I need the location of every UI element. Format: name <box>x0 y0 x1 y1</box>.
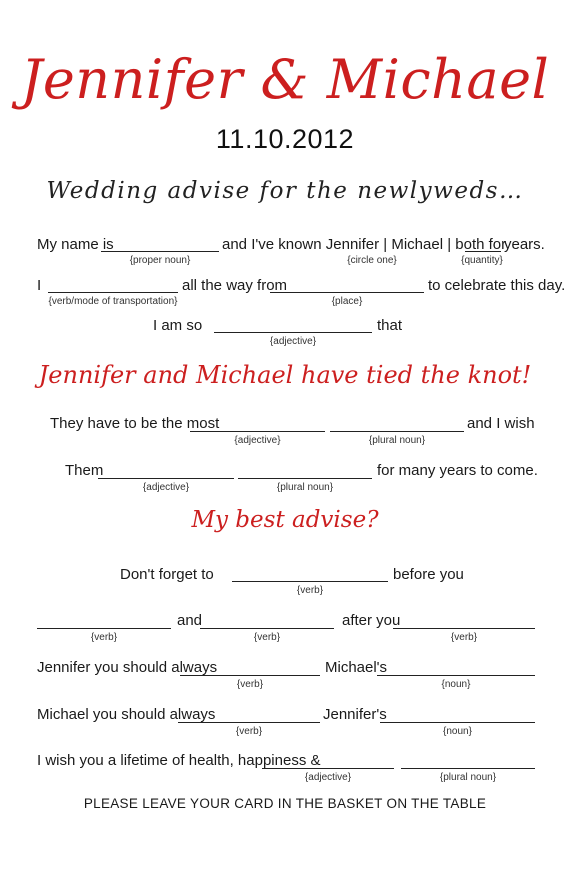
hint-label: {adjective} <box>142 482 190 493</box>
hint-label: {verb} <box>90 632 118 643</box>
row-text: They have to be the most <box>50 415 220 432</box>
blank-verb-transport[interactable] <box>48 292 178 293</box>
wedding-date: 11.10.2012 <box>215 124 355 154</box>
hint-label: {place} <box>331 296 363 307</box>
blank-verb[interactable] <box>232 581 388 582</box>
couple-names-title: Jennifer & Michael <box>20 48 550 111</box>
hint-label: {verb} <box>235 726 263 737</box>
row-text: I wish you a lifetime of health, happiness & <box>37 752 321 769</box>
blank-quantity[interactable] <box>465 251 501 252</box>
best-advise-heading: My best advise? <box>191 507 379 533</box>
hint-label: {plural noun} <box>368 435 426 446</box>
subtitle: Wedding advise for the newlyweds… <box>46 178 524 204</box>
row-text: I am so <box>153 317 203 334</box>
hint-label: {adjective} <box>269 336 317 347</box>
hint-label: {adjective} <box>304 772 352 783</box>
blank-plural-noun[interactable] <box>238 478 372 479</box>
blank-verb[interactable] <box>178 722 320 723</box>
hint-label: {verb} <box>450 632 478 643</box>
row-text: and I've known Jennifer | Michael | both for <box>222 236 507 253</box>
row-text: I <box>37 277 42 294</box>
blank-verb[interactable] <box>393 628 535 629</box>
hint-label: {verb} <box>236 679 264 690</box>
row-text: Jennifer's <box>323 706 387 723</box>
blank-verb[interactable] <box>200 628 334 629</box>
hint-label: {verb} <box>296 585 324 596</box>
row-text: and <box>177 612 203 629</box>
blank-adjective[interactable] <box>262 768 394 769</box>
hint-label: {plural noun} <box>276 482 334 493</box>
blank-noun[interactable] <box>377 675 535 676</box>
row-text: Michael's <box>325 659 388 676</box>
row-text: Jennifer you should always <box>37 659 218 676</box>
row-text: that <box>377 317 403 334</box>
hint-label: {proper noun} <box>129 255 191 266</box>
blank-proper-noun[interactable] <box>101 251 219 252</box>
row-text: Don't forget to <box>120 566 214 583</box>
blank-adjective[interactable] <box>214 332 372 333</box>
hint-label: {verb} <box>253 632 281 643</box>
blank-noun[interactable] <box>380 722 535 723</box>
blank-plural-noun[interactable] <box>401 768 535 769</box>
row-text: and I wish <box>467 415 535 432</box>
blank-place[interactable] <box>270 292 424 293</box>
row-text: Michael you should always <box>37 706 216 723</box>
hint-label: {adjective} <box>234 435 281 446</box>
row-text: before you <box>393 566 464 583</box>
hint-label: {noun} <box>441 679 471 690</box>
hint-label: {plural noun} <box>439 772 497 783</box>
hint-label: {quantity} <box>461 255 503 266</box>
footer-note: PLEASE LEAVE YOUR CARD IN THE BASKET ON THE TABLE <box>83 796 487 811</box>
row-text: to celebrate this day. <box>428 277 566 294</box>
hint-label: {verb/mode of transportation} <box>48 296 178 307</box>
row-text: years. <box>504 236 545 253</box>
row-text: after you <box>342 612 401 629</box>
row-text: all the way from <box>182 277 288 294</box>
blank-plural-noun[interactable] <box>330 431 464 432</box>
blank-adjective[interactable] <box>190 431 325 432</box>
hint-label: {circle one} <box>347 255 397 266</box>
blank-adjective[interactable] <box>98 478 234 479</box>
row-text: for many years to come. <box>377 462 538 479</box>
row-text: Them <box>65 462 104 479</box>
tied-the-knot-heading: Jennifer and Michael have tied the knot! <box>38 361 532 389</box>
blank-verb[interactable] <box>37 628 171 629</box>
blank-verb[interactable] <box>180 675 320 676</box>
hint-label: {noun} <box>443 726 472 737</box>
row-text: My name is <box>37 236 114 253</box>
